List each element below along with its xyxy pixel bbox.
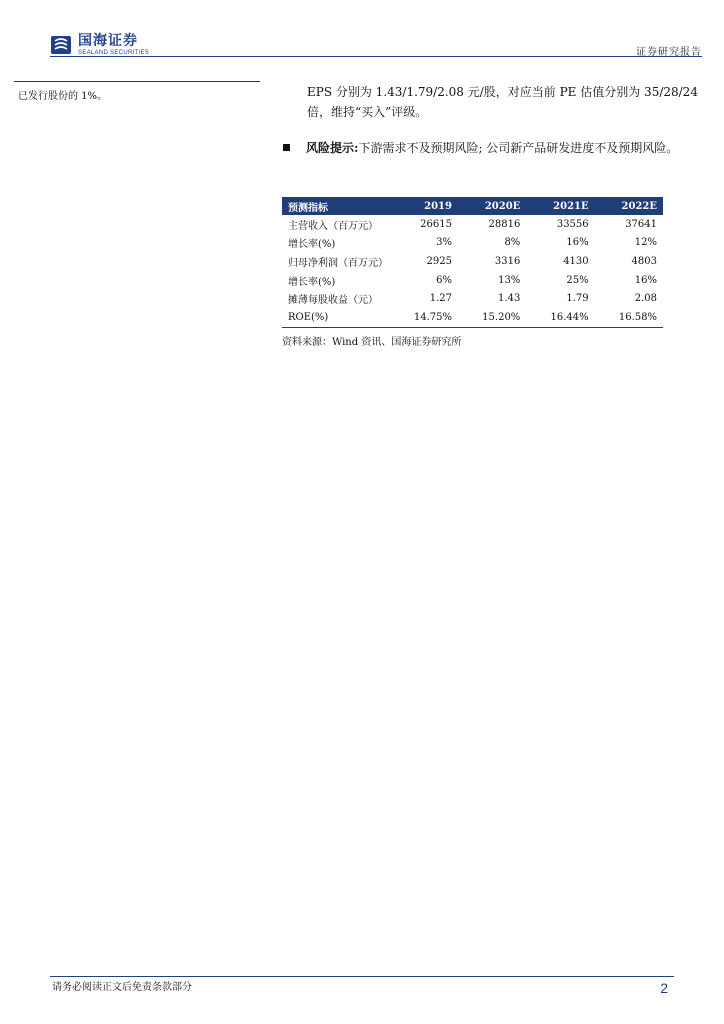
risk-warning [283,139,713,156]
table-cell: 12% [634,237,657,249]
table-cell: 16.58% [595,308,663,327]
table-cell: 28816 [488,218,521,230]
table-cell: 3% [436,237,452,249]
square-bullet-icon [283,144,290,151]
left-footnote: 已发行股份的 1%。 [18,91,108,102]
footer-disclaimer: 请务必阅读正文后免责条款部分 [52,982,192,993]
page-header [0,0,724,60]
table-cell: 33556 [556,218,589,230]
report-type-label: 证券研究报告 [636,47,702,58]
table-cell: 3316 [494,255,521,267]
table-header-cell: 2020E [458,197,526,215]
table-row [282,308,663,327]
table-cell: 主营收入（百万元） [288,220,378,232]
table-cell: 25% [566,274,589,286]
table-cell: 1.79 [566,293,589,305]
table-cell: 4130 [563,255,589,267]
table-cell: 8% [504,237,521,249]
table-cell: 4803 [631,255,657,267]
header-divider [50,56,702,57]
table-cell: 增长率(%) [288,239,336,251]
rating-paragraph-line-1: EPS 分别为 1.43/1.79/2.08 元/股，对应当前 PE 估值分别为 35/28/24 [307,85,698,99]
table-header-row [282,197,663,215]
table-cell: ROE(%) [282,308,390,327]
company-logo [50,34,149,56]
table-header-cell: 2022E [595,197,663,215]
page-number: 2 [660,980,668,996]
table-cell: 13% [498,274,521,286]
logo-english-name: SEALAND SECURITIES [78,50,150,56]
table-cell: 1.27 [429,293,452,305]
footer-divider [50,976,674,977]
table-cell: 6% [436,274,452,286]
table-header-cell: 2021E [526,197,594,215]
table-row [282,215,663,234]
table-row [282,289,663,308]
table-header-cell: 预测指标 [282,197,390,215]
table-cell: 2925 [426,255,452,267]
table-source-note: 资料来源：Wind 资讯、国海证券研究所 [282,337,462,348]
rating-paragraph-line-2: 倍，维持“买入”评级。 [307,105,428,119]
table-header-cell: 2019 [390,197,458,215]
risk-text: 下游需求不及预期风险; 公司新产品研发进度不及预期风险。 [358,141,679,155]
table-cell: 14.75% [390,308,458,327]
logo-chinese-name: 国海证券 [78,33,138,49]
left-note-divider [14,81,260,82]
table-cell: 归母净利润（百万元） [288,257,388,269]
table-cell: 26615 [420,218,452,230]
table-cell: 15.20% [458,308,526,327]
rating-paragraph [307,82,707,122]
table-row [282,271,663,290]
forecast-table [282,197,663,328]
table-cell: 增长率(%) [288,276,336,288]
table-row [282,252,663,271]
table-cell: 16% [634,274,657,286]
table-cell: 37641 [625,218,657,230]
table-cell: 16.44% [526,308,594,327]
table-cell: 2.08 [634,293,657,305]
risk-label: 风险提示: [306,141,359,155]
sealand-logo-icon [50,35,72,55]
table-cell: 16% [566,237,589,249]
table-cell: 1.43 [498,293,521,305]
table-cell: 摊薄每股收益（元） [288,295,378,307]
table-row [282,234,663,253]
